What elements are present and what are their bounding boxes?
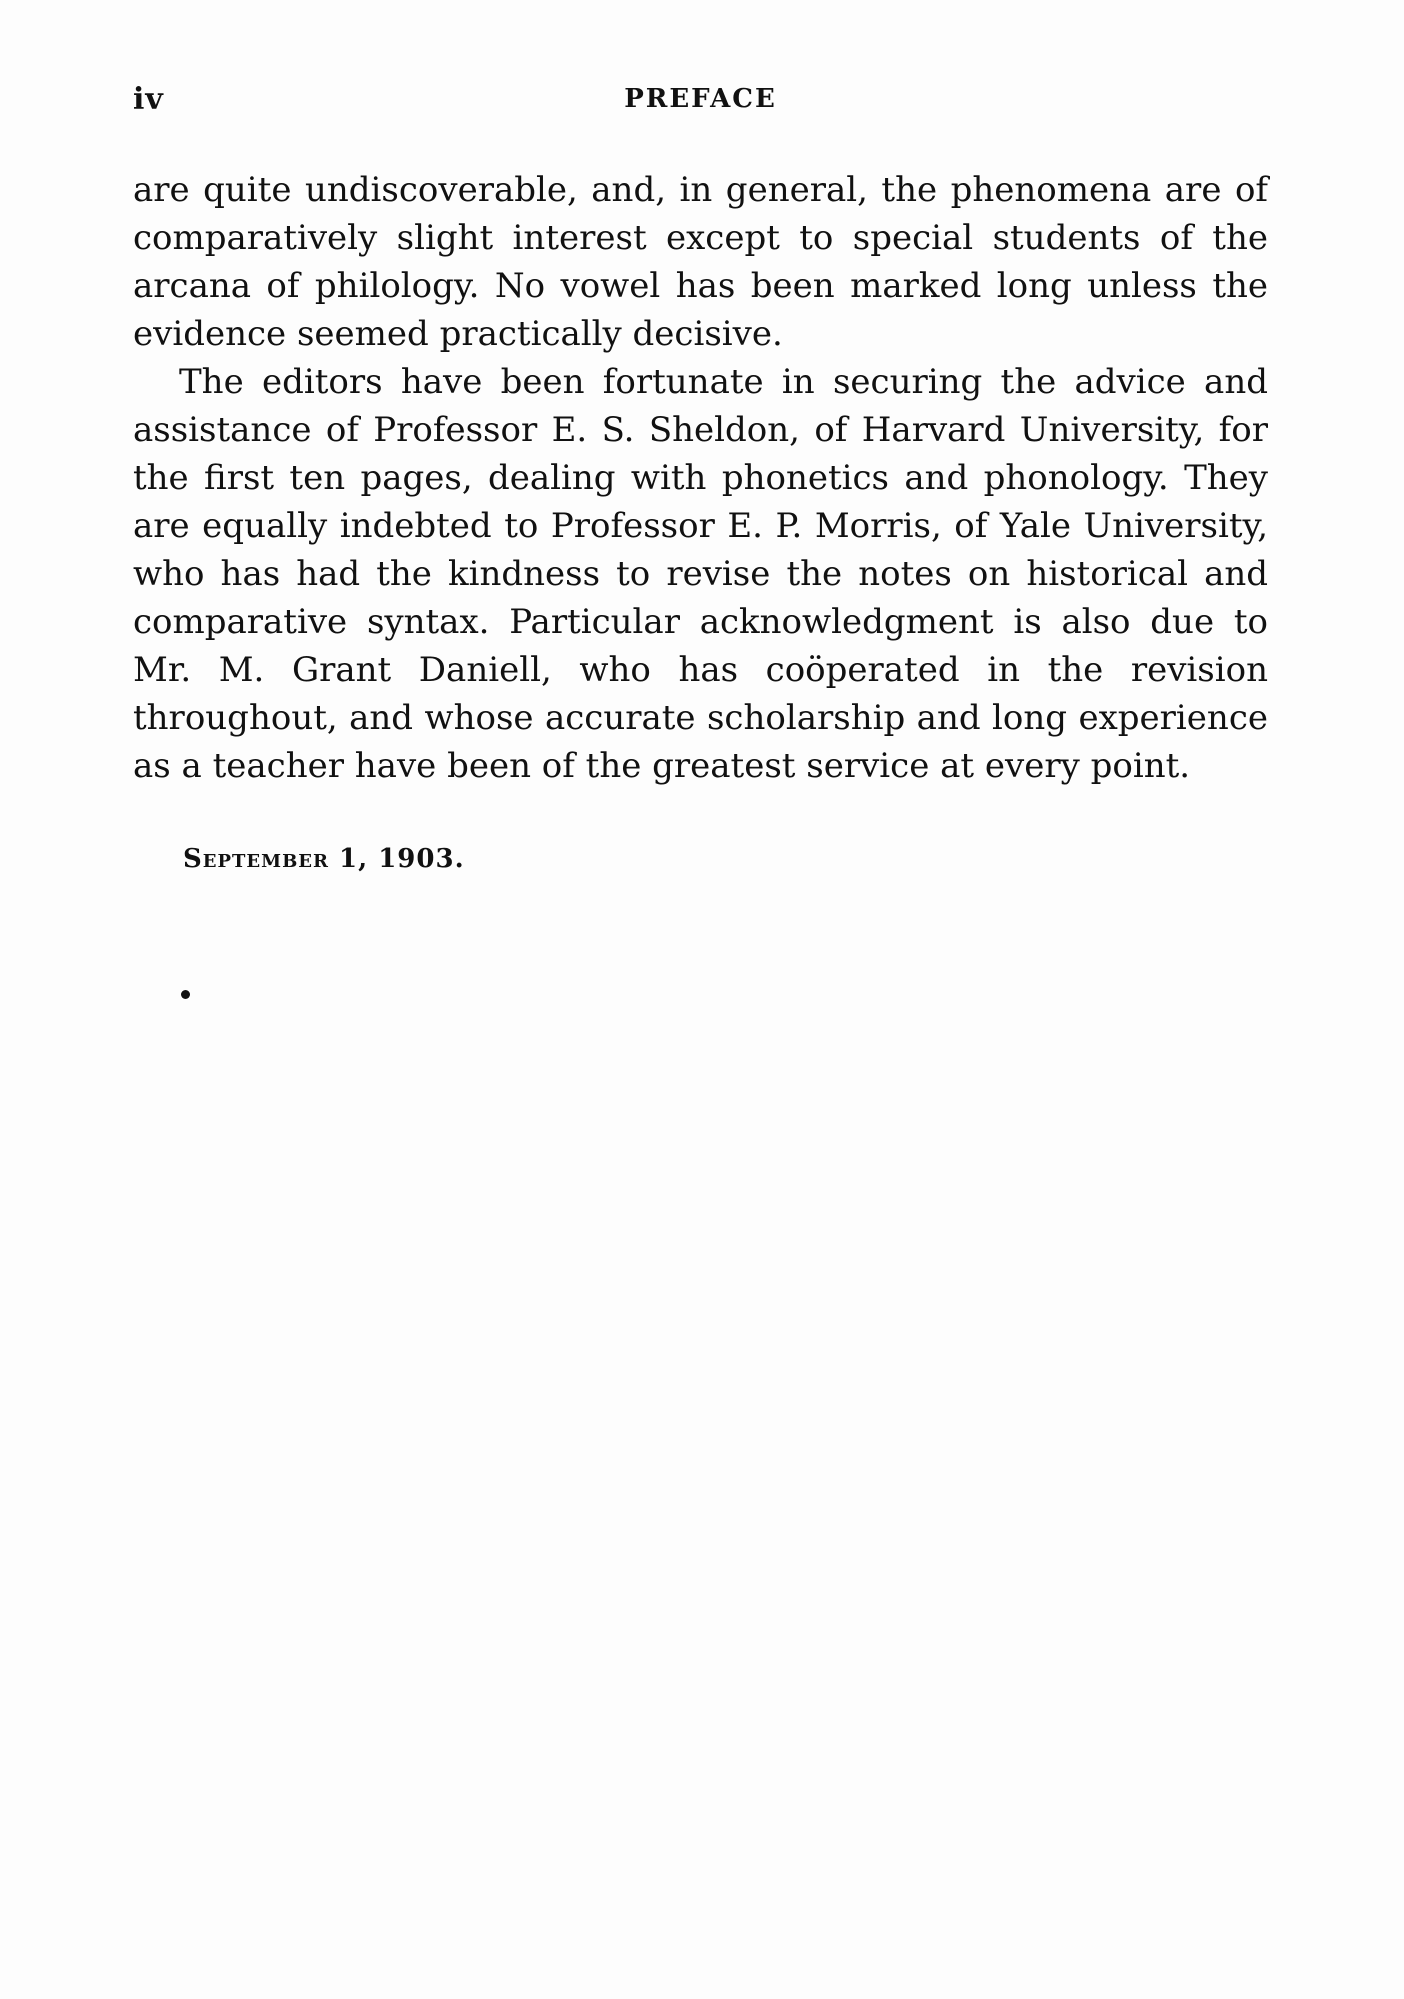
- running-head: [133, 82, 1268, 122]
- running-title: PREFACE: [624, 84, 777, 114]
- page-number: iv: [133, 82, 164, 117]
- paragraph-continued: are quite undiscoverable, and, in general, the phenomena are of comparatively slight interest except to special students of the arcana of philology. No vowel has been marked long unless the evidence seemed practically decisive.: [133, 170, 1268, 354]
- ink-speck: [181, 990, 190, 999]
- preface-date: September 1, 1903.: [183, 844, 465, 874]
- paragraph-acknowledgments: The editors have been fortunate in securing the advice and assistance of Professor E. S. Sheldon, of Harvard University, for the first ten pages, dealing with phonetics and phonology. They are equally indebted to Professor E. P. Morris, of Yale University, who has had the kindness to revise the notes on historical and comparative syntax. Particular acknowledgment is also due to Mr. M. Grant Daniell, who has coöperated in the revision throughout, and whose accurate scholarship and long experience as a teacher have been of the greatest service at every point.: [133, 362, 1268, 786]
- preface-body: [133, 166, 1268, 790]
